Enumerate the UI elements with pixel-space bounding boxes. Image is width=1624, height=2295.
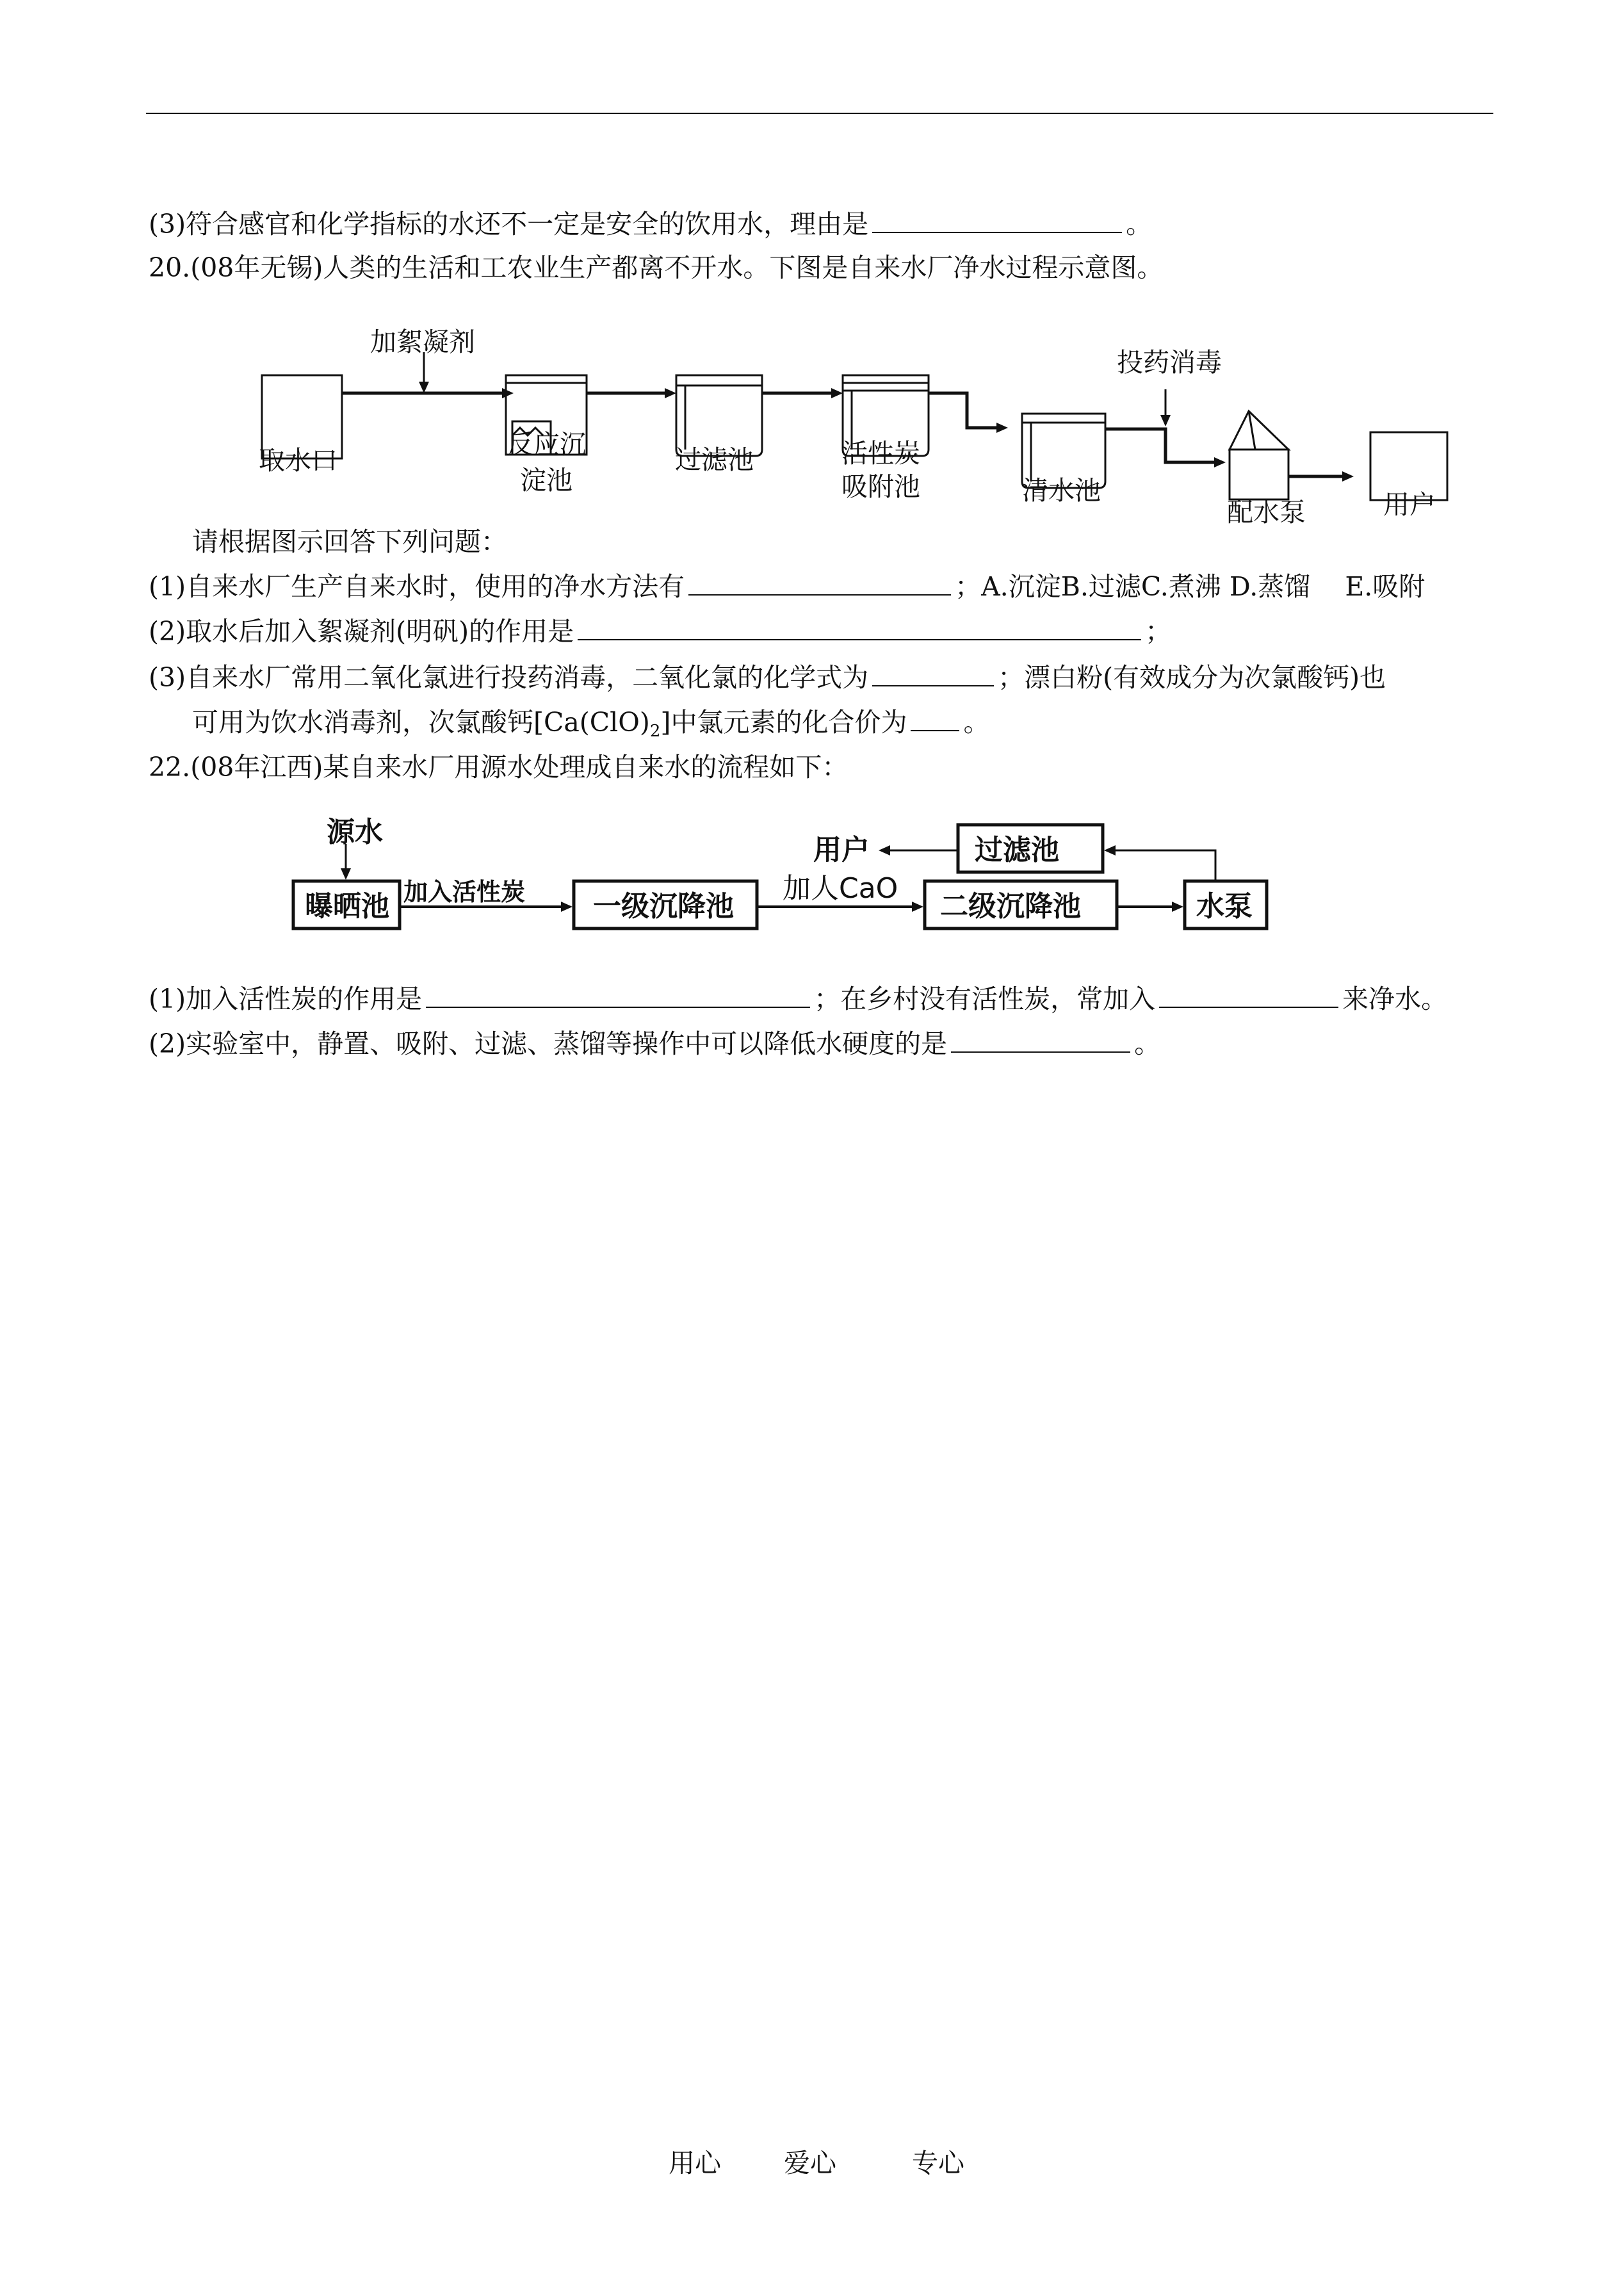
- q22-flow-diagram: [282, 813, 1281, 973]
- q20-flow-diagram: [243, 314, 1498, 544]
- label-add-carbon: 加入活性炭: [403, 878, 526, 906]
- label-add-flocculant: 加絮凝剂: [370, 327, 475, 357]
- q20-part3-line2-a: 可用为饮水消毒剂，次氯酸钙[Ca(ClO): [192, 707, 650, 738]
- q22-part1-end: 来净水。: [1342, 984, 1448, 1014]
- answer-blank[interactable]: [688, 571, 951, 596]
- label-pump: 配水泵: [1227, 497, 1306, 528]
- q22-intro: 22.(08年江西)某自来水厂用源水处理成自来水的流程如下：: [149, 752, 849, 783]
- label-carbon-2: 吸附池: [841, 471, 920, 502]
- q22-part1-text: (1)加入活性炭的作用是: [149, 984, 423, 1014]
- q20-part3-line2: [192, 706, 989, 748]
- label-carbon-1: 活性炭: [841, 438, 920, 469]
- q20-part1: [149, 570, 1425, 603]
- pump-box: [1230, 450, 1288, 499]
- header-rule: [146, 113, 1493, 114]
- answer-blank[interactable]: [426, 984, 810, 1008]
- label-filter: 过滤池: [675, 444, 754, 475]
- q20-part3-mid: ；漂白粉(有效成分为次氯酸钙)也: [998, 662, 1386, 693]
- label-source: 源水: [327, 816, 383, 848]
- label-pump: 水泵: [1196, 890, 1253, 923]
- q20-part2-end: ；: [1145, 616, 1172, 647]
- q20-part3-line2-end: 。: [963, 707, 990, 738]
- label-sun-pond: 曝晒池: [305, 890, 389, 923]
- answer-blank[interactable]: [578, 616, 1141, 640]
- label-user: 用户: [1383, 489, 1436, 520]
- q22-part2-end: 。: [1134, 1028, 1161, 1059]
- q19-part3-text: (3)符合感官和化学指标的水还不一定是安全的饮用水，理由是: [149, 209, 869, 239]
- label-filter: 过滤池: [975, 834, 1059, 866]
- subscript: 2: [649, 722, 661, 741]
- answer-blank[interactable]: [951, 1028, 1130, 1053]
- q22-part1-mid: ；在乡村没有活性炭，常加入: [814, 984, 1156, 1014]
- q20-part1-text: (1)自来水厂生产自来水时，使用的净水方法有: [149, 571, 685, 602]
- q20-part3-text: (3)自来水厂常用二氧化氯进行投药消毒，二氧化氯的化学式为: [149, 662, 869, 693]
- q20-intro: 20.(08年无锡)人类的生活和工农业生产都离不开水。下图是自来水厂净水过程示意图。: [149, 252, 1164, 283]
- answer-blank[interactable]: [1159, 984, 1338, 1008]
- label-dosing: 投药消毒: [1117, 347, 1222, 378]
- label-settle1: 一级沉降池: [593, 890, 734, 923]
- footer-b: 爱心: [784, 2148, 836, 2178]
- q20-prompt: 请根据图示回答下列问题：: [192, 526, 507, 557]
- label-settle2: 二级沉降池: [940, 890, 1081, 923]
- footer-c: 专心: [912, 2148, 964, 2178]
- q22-part2: [149, 1027, 1160, 1060]
- footer-a: 用心: [669, 2148, 721, 2178]
- answer-blank[interactable]: [872, 209, 1122, 233]
- answer-blank[interactable]: [911, 707, 959, 731]
- q22-part2-text: (2)实验室中，静置、吸附、过滤、蒸馏等操作中可以降低水硬度的是: [149, 1028, 948, 1059]
- q20-part3-line2-b: ]中氯元素的化合价为: [660, 707, 907, 738]
- q20-part3: [149, 661, 1386, 694]
- q22-part1: [149, 982, 1447, 1016]
- answer-blank[interactable]: [872, 662, 994, 686]
- q20-part1-options: ；A.沉淀B.过滤C.煮沸 D.蒸馏 E.吸附: [955, 571, 1425, 602]
- q19-part3: [149, 207, 1152, 241]
- label-user: 用户: [813, 834, 870, 866]
- q20-part2-text: (2)取水后加入絮凝剂(明矾)的作用是: [149, 616, 574, 647]
- q20-part2: [149, 615, 1171, 648]
- q19-part3-end: 。: [1126, 209, 1153, 239]
- label-clear: 清水池: [1022, 475, 1101, 506]
- label-add-cao: 加人CaO: [783, 872, 898, 905]
- label-reaction-2: 淀池: [520, 465, 572, 496]
- label-reaction-1: 反应沉: [507, 429, 586, 460]
- label-intake: 取水口: [259, 445, 337, 476]
